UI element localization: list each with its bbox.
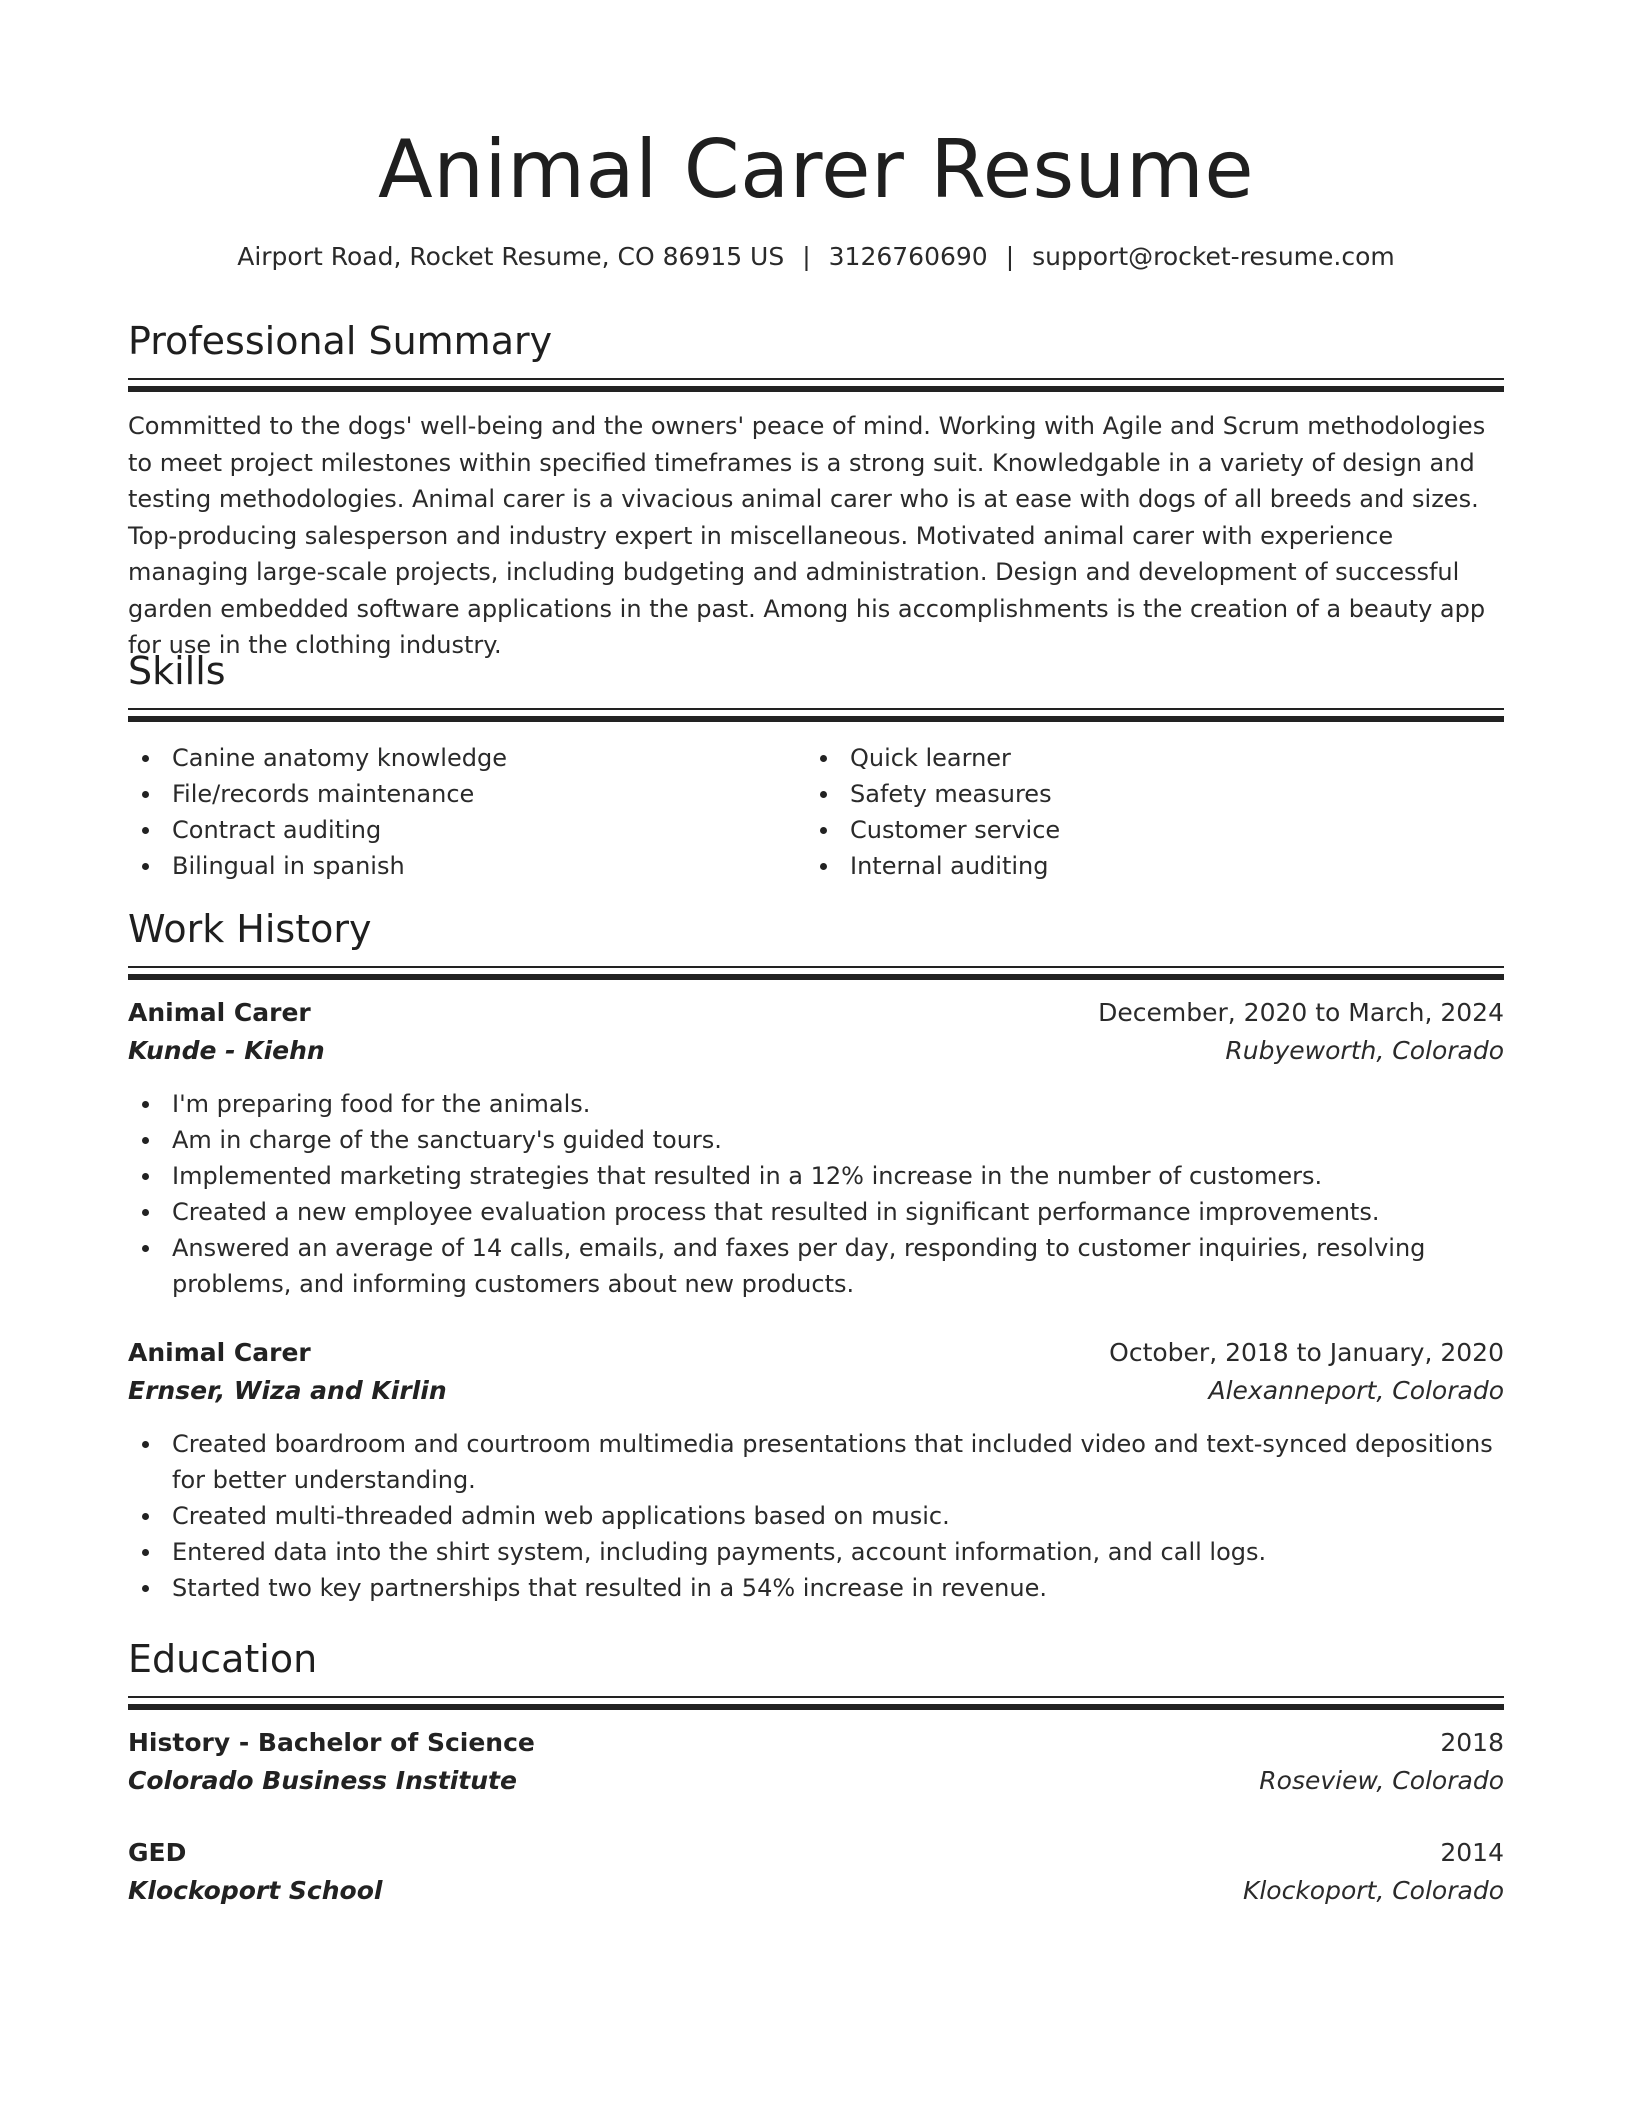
list-item: Started two key partnerships that resulted in a 54% increase in revenue. [128,1570,1504,1606]
education-section [128,1634,1504,1910]
section-divider [128,1696,1504,1698]
job-company: Kunde - Kiehn [128,1036,325,1065]
section-divider-thick [128,386,1504,392]
education-degree: GED [128,1838,187,1867]
work-entry [128,994,1504,1302]
entry-row [128,1834,1504,1872]
entry-row [128,1872,1504,1910]
job-company: Ernser, Wiza and Kirlin [128,1376,447,1405]
job-location: Rubyeworth, Colorado [1225,1036,1504,1065]
skill-item: Canine anatomy knowledge [128,740,806,776]
education-year: 2018 [1440,1728,1504,1757]
list-item: Implemented marketing strategies that resulted in a 12% increase in the number of customers. [128,1158,1504,1194]
summary-section [128,316,1504,664]
job-location: Alexanneport, Colorado [1208,1376,1504,1405]
summary-text: Committed to the dogs' well-being and the owners' peace of mind. Working with Agile and Scrum methodologies to meet project milestones within specified timeframes is a strong suit. Knowledgable in a variety of design and testing methodologies. Animal carer is a vivacious animal carer who is at ease with dogs of all breeds and sizes. Top-producing salesperson and industry expert in miscellaneous. Motivated animal carer with experience managing large-scale projects, including budgeting and administration. Design and development of successful garden embedded software applications in the past. Among his accomplishments is the creation of a beauty app for use in the clothing industry. [128,412,1486,659]
contact-separator: | [1005,242,1015,271]
skill-item: Internal auditing [806,848,1484,884]
education-heading: Education [128,1637,318,1681]
education-entry [128,1834,1504,1910]
job-dates: December, 2020 to March, 2024 [1098,998,1504,1027]
entry-row [128,994,1504,1032]
education-location: Roseview, Colorado [1259,1766,1504,1795]
work-heading: Work History [128,907,372,951]
entry-row [128,1032,1504,1070]
education-school: Klockoport School [128,1876,383,1905]
contact-email: support@rocket-resume.com [1032,242,1395,271]
skills-column-left [128,740,806,884]
work-entry [128,1334,1504,1606]
contact-address: Airport Road, Rocket Resume, CO 86915 US [237,242,785,271]
skill-item: Customer service [806,812,1484,848]
list-item: I'm preparing food for the animals. [128,1086,1504,1122]
contact-phone: 3126760690 [828,242,988,271]
education-school: Colorado Business Institute [128,1766,517,1795]
section-divider-thick [128,1704,1504,1710]
entry-row [128,1724,1504,1762]
contact-separator: | [802,242,811,271]
section-divider [128,966,1504,968]
skills-grid [128,740,1504,884]
section-divider [128,378,1504,380]
education-location: Klockoport, Colorado [1242,1876,1504,1905]
skill-item: File/records maintenance [128,776,806,812]
list-item: Created multi-threaded admin web applications based on music. [128,1498,1504,1534]
list-item: Am in charge of the sanctuary's guided tours. [128,1122,1504,1158]
education-entry [128,1724,1504,1800]
skill-item: Bilingual in spanish [128,848,806,884]
job-dates: October, 2018 to January, 2020 [1109,1338,1504,1367]
skills-column-right [806,740,1484,884]
section-divider [128,708,1504,710]
section-divider-thick [128,716,1504,722]
job-role: Animal Carer [128,998,311,1027]
summary-heading: Professional Summary [128,319,553,363]
work-section [128,904,1504,1606]
list-item: Created boardroom and courtroom multimedia presentations that included video and text-synced depositions for better understanding. [128,1426,1504,1498]
skills-section [128,646,1504,884]
list-item: Created a new employee evaluation process that resulted in significant performance improvements. [128,1194,1504,1230]
skill-item: Contract auditing [128,812,806,848]
entry-row [128,1372,1504,1410]
skills-heading: Skills [128,649,226,693]
skill-item: Safety measures [806,776,1484,812]
list-item: Answered an average of 14 calls, emails, and faxes per day, responding to customer inquiries, resolving problems, and informing customers about new products. [128,1230,1504,1302]
education-degree: History - Bachelor of Science [128,1728,535,1757]
contact-line [128,240,1504,274]
list-item: Entered data into the shirt system, including payments, account information, and call logs. [128,1534,1504,1570]
skill-item: Quick learner [806,740,1484,776]
education-year: 2014 [1440,1838,1504,1867]
section-divider-thick [128,974,1504,980]
entry-row [128,1334,1504,1372]
job-bullets [128,1426,1504,1606]
job-role: Animal Carer [128,1338,311,1367]
job-bullets [128,1086,1504,1302]
resume-title: Animal Carer Resume [377,123,1255,216]
entry-row [128,1762,1504,1800]
